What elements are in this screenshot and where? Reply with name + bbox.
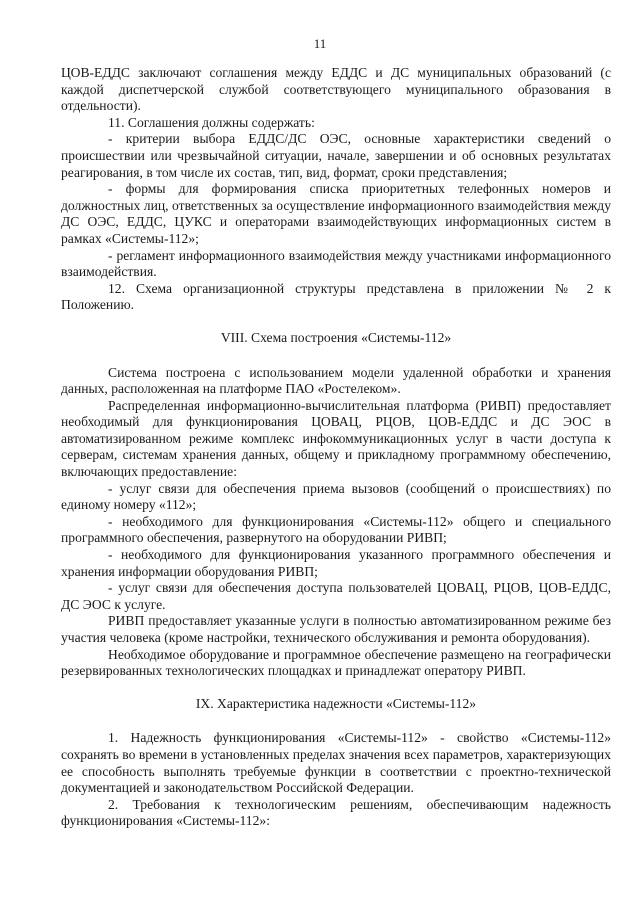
paragraph: 11. Соглашения должны содержать:	[108, 114, 315, 130]
paragraph: Распределенная информационно-вычислительная платформа (РИВП) предоставляет необходимый для функционирования ЦОВАЦ, РЦОВ, ЦОВ-ЕДДС и ДС ЭОС в автоматизированном режиме комплекс инфокоммуникационных услуг в части доступа к серверам, системам хранения данных, общему и прикладному программному обеспечению, включающих предоставление:	[61, 397, 611, 480]
section-heading: IX. Характеристика надежности «Системы-112»	[195, 695, 477, 711]
document-body	[61, 65, 611, 830]
paragraph: 1. Надежность функционирования «Системы-112» - свойство «Системы-112» сохранять во времени в установленных пределах значения всех параметров, характеризующих ее способность выполнять требуемые функции в соответствии с проектно-технической документацией и законодательством Российской Федерации.	[61, 730, 611, 796]
list-item: - необходимого для функционирования указанного программного обеспечения и хранения информации оборудования РИВП;	[61, 547, 611, 579]
page-number: 11	[313, 36, 327, 51]
list-item: - необходимого для функционирования «Системы-112» общего и специального программного обеспечения, развернутого на оборудовании РИВП;	[61, 513, 611, 546]
paragraph: 2. Требования к технологическим решениям, обеспечивающим надежность функционирования «Системы-112»:	[61, 796, 611, 829]
paragraph: 12. Схема организационной структуры представлена в приложении № 2 к Положению.	[61, 280, 611, 313]
list-item: - формы для формирования списка приоритетных телефонных номеров и должностных лиц, ответственных за осуществление информационного взаимодействия между ДС ОЭС, ЕДДС, ЦУКС и операторами взаимодействующих информационных систем в рамках «Системы-112»;	[61, 181, 611, 246]
paragraph: Система построена с использованием модели удаленной обработки и хранения данных, расположенная на платформе ПАО «Ростелеком».	[61, 364, 611, 397]
paragraph: РИВП предоставляет указанные услуги в полностью автоматизированном режиме без участия человека (кроме настройки, технического обслуживания и ремонта оборудования).	[61, 613, 611, 645]
list-item: - услуг связи для обеспечения доступа пользователей ЦОВАЦ, РЦОВ, ЦОВ-ЕДДС, ДС ЭОС к услуге.	[61, 580, 611, 612]
paragraph: ЦОВ-ЕДДС заключают соглашения между ЕДДС и ДС муниципальных образований (с каждой диспетчерской службой соответствующего муниципального образования в отдельности).	[61, 65, 611, 114]
list-item: - услуг связи для обеспечения приема вызовов (сообщений о происшествиях) по единому номеру «112»;	[61, 480, 611, 513]
list-item: - регламент информационного взаимодействия между участниками информационного взаимодействия.	[61, 247, 611, 280]
section-heading: VIII. Схема построения «Системы-112»	[220, 329, 452, 345]
list-item: - критерии выбора ЕДДС/ДС ОЭС, основные характеристики сведений о происшествии или чрезвычайной ситуации, начале, завершении и об основных результатах реагирования, в том числе их состав, тип, вид, формат, сроки представления;	[61, 131, 611, 180]
paragraph: Необходимое оборудование и программное обеспечение размещено на географически резервированных технологических площадках и принадлежат оператору РИВП.	[61, 646, 611, 679]
